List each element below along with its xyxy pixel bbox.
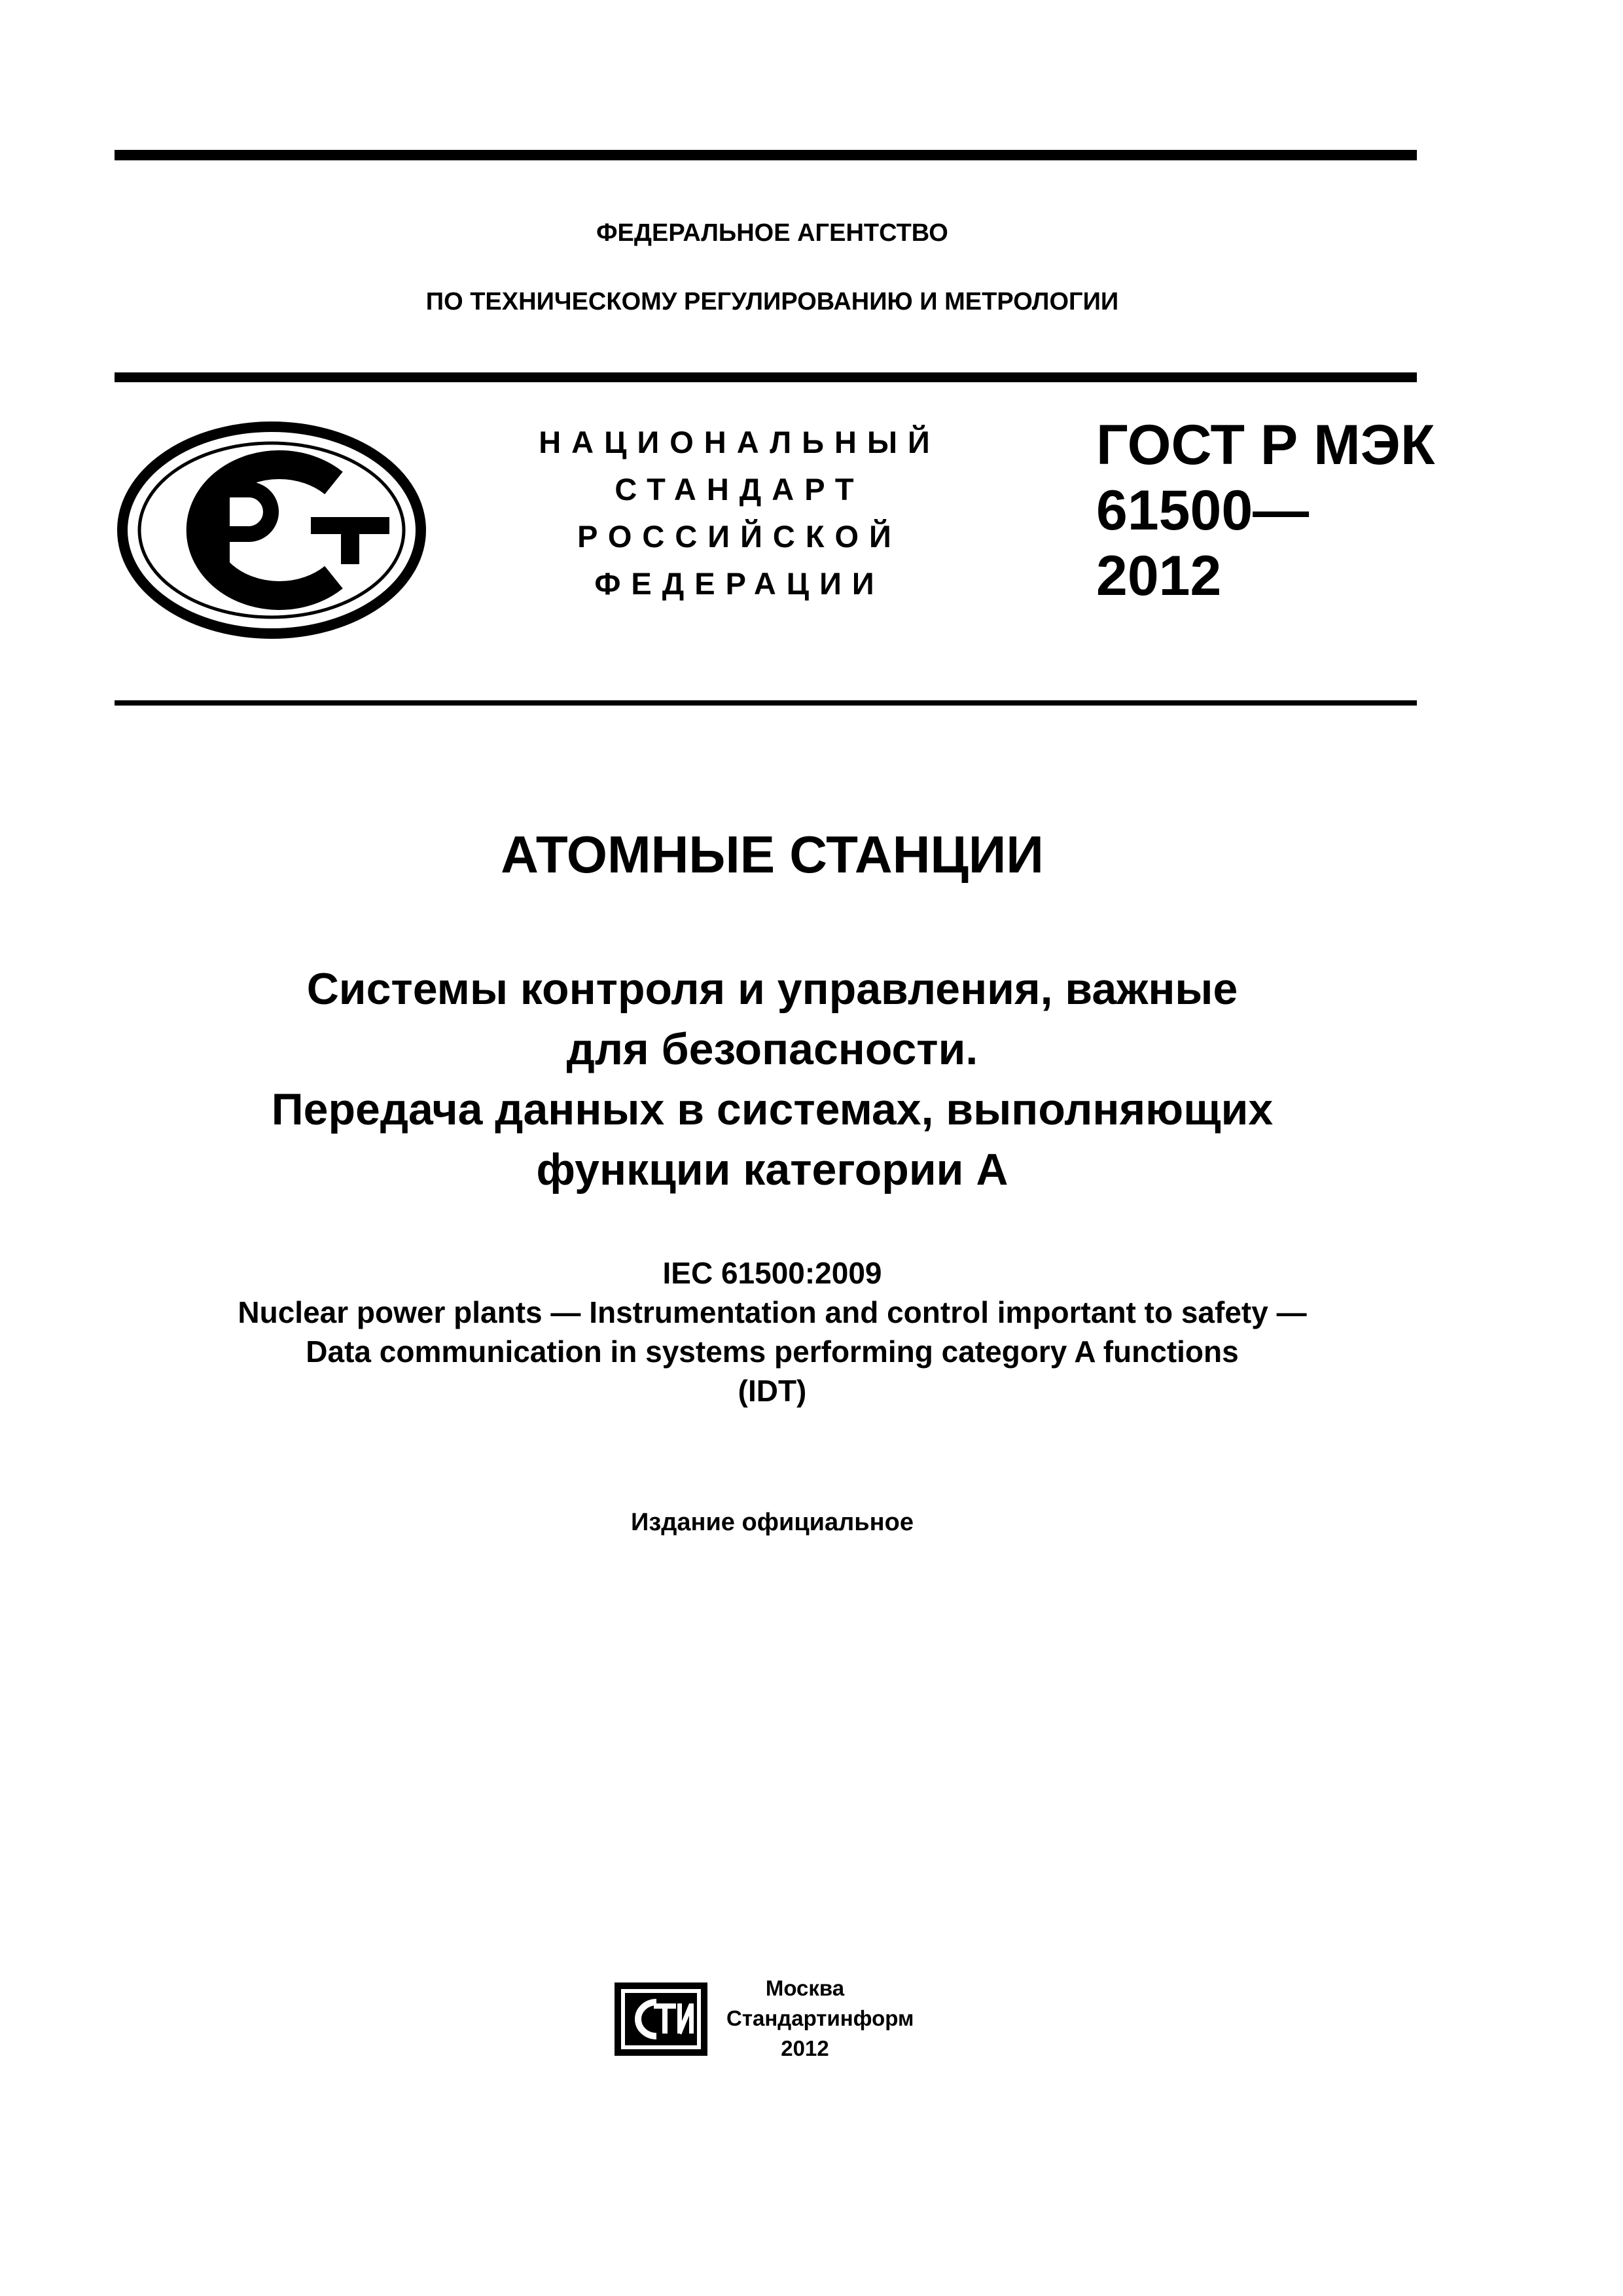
standard-number-line: ГОСТ Р МЭК	[1096, 414, 1435, 476]
intl-line: Data communication in systems performing category A functions	[306, 1335, 1239, 1369]
publisher-info	[726, 1973, 914, 2064]
publisher-name: Стандартинформ	[726, 2006, 914, 2030]
national-line: СТАНДАРТ	[615, 472, 865, 507]
intl-line: (IDT)	[738, 1374, 807, 1408]
national-line: НАЦИОНАЛЬНЫЙ	[539, 425, 940, 459]
title-rule	[115, 700, 1417, 706]
standard-number-line: 2012	[1096, 545, 1222, 607]
document-title: АТОМНЫЕ СТАНЦИИ	[501, 825, 1044, 884]
subtitle-line: функции категории А	[536, 1145, 1008, 1194]
edition-note: Издание официальное	[631, 1509, 914, 1536]
gost-r-logo-icon	[115, 419, 429, 641]
publisher-year: 2012	[781, 2036, 829, 2060]
agency-name-line-2: ПО ТЕХНИЧЕСКОМУ РЕГУЛИРОВАНИЮ И МЕТРОЛОГИИ	[425, 288, 1119, 315]
standard-number	[1096, 412, 1435, 609]
standartinform-logo-icon	[612, 1980, 710, 2058]
international-standard-reference	[0, 1253, 1544, 1410]
national-line: РОССИЙСКОЙ	[577, 519, 902, 554]
subtitle-line: Передача данных в системах, выполняющих	[271, 1085, 1274, 1134]
intl-line: Nuclear power plants — Instrumentation and control important to safety —	[238, 1295, 1307, 1329]
national-line: ФЕДЕРАЦИИ	[594, 566, 885, 601]
publisher-city: Москва	[765, 1976, 845, 2000]
national-standard-label	[497, 419, 982, 607]
subtitle-line: для безопасности.	[566, 1024, 978, 1074]
top-rule	[115, 150, 1417, 160]
document-subtitle	[0, 959, 1544, 1200]
header-rule	[115, 372, 1417, 382]
intl-line: IEC 61500:2009	[662, 1256, 882, 1290]
subtitle-line: Системы контроля и управления, важные	[306, 964, 1238, 1014]
agency-name-line-1: ФЕДЕРАЛЬНОЕ АГЕНТСТВО	[596, 219, 948, 247]
standard-number-line: 61500—	[1096, 479, 1310, 542]
